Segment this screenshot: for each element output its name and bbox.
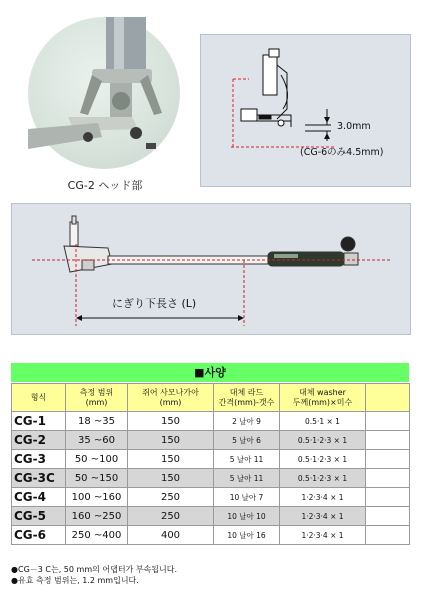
cell-washer: 0.5·1·2·3 × 1 (280, 450, 366, 469)
cell-rod: 10 날아 16 (214, 526, 280, 545)
cell-washer: 0.5·1·2·3 × 1 (280, 431, 366, 450)
spec-table (11, 383, 410, 545)
cell-blank (366, 450, 410, 469)
header-length: 쥐어 사모나가아 (mm) (128, 384, 214, 412)
cell-washer: 1·2·3·4 × 1 (280, 507, 366, 526)
gauge-head-illustration (28, 17, 180, 169)
cell-length: 250 (128, 488, 214, 507)
cell-washer: 1·2·3·4 × 1 (280, 488, 366, 507)
cell-rod: 10 날아 10 (214, 507, 280, 526)
cell-model: CG-3 (12, 450, 66, 469)
spec-header-row (12, 384, 410, 412)
cell-model: CG-2 (12, 431, 66, 450)
cell-washer: 0.5·1 × 1 (280, 412, 366, 431)
header-washer: 대체 washer 두께(mm)×미수 (280, 384, 366, 412)
cell-rod: 2 날아 9 (214, 412, 280, 431)
cell-blank (366, 507, 410, 526)
cell-length: 400 (128, 526, 214, 545)
head-cross-section-diagram (201, 35, 410, 186)
cell-washer: 1·2·3·4 × 1 (280, 526, 366, 545)
cell-range: 160 ~250 (66, 507, 128, 526)
cell-blank (366, 526, 410, 545)
header-model: 형식 (12, 384, 66, 412)
cell-blank (366, 469, 410, 488)
cell-range: 100 ~160 (66, 488, 128, 507)
cell-model: CG-3C (12, 469, 66, 488)
table-row (12, 507, 410, 526)
cell-rod: 5 날아 11 (214, 450, 280, 469)
cell-model: CG-5 (12, 507, 66, 526)
spec-note: ●유효 측정 범위는, 1.2 mm입니다. (11, 576, 139, 585)
cell-rod: 5 날아 6 (214, 431, 280, 450)
cell-model: CG-4 (12, 488, 66, 507)
cell-rod: 5 날아 11 (214, 469, 280, 488)
cell-length: 250 (128, 507, 214, 526)
cell-blank (366, 488, 410, 507)
cell-range: 50 ~100 (66, 450, 128, 469)
header-rod: 대체 라드 간격(mm)-갯수 (214, 384, 280, 412)
cell-length: 150 (128, 412, 214, 431)
cell-range: 18 ~35 (66, 412, 128, 431)
head-photo (28, 17, 180, 169)
head-diagram-panel (200, 34, 411, 187)
table-row (12, 469, 410, 488)
gauge-length-panel (11, 203, 411, 335)
table-row (12, 412, 410, 431)
cell-range: 50 ~150 (66, 469, 128, 488)
cell-washer: 0.5·1·2·3 × 1 (280, 469, 366, 488)
cell-model: CG-1 (12, 412, 66, 431)
cylinder-gauge-diagram (12, 204, 410, 334)
head-photo-panel (11, 13, 199, 194)
table-row (12, 488, 410, 507)
header-blank (366, 384, 410, 412)
cell-rod: 10 날아 7 (214, 488, 280, 507)
table-row (12, 450, 410, 469)
cell-range: 250 ~400 (66, 526, 128, 545)
photo-caption: CG-2 ヘッド部 (67, 179, 143, 192)
cg6-dimension-note: (CG-6のみ4.5mm) (300, 147, 384, 158)
spec-note: ●CG－3 C는, 50 mm의 어댑터가 부속됩니다. (11, 565, 178, 574)
cell-blank (366, 412, 410, 431)
cell-range: 35 ~60 (66, 431, 128, 450)
cell-length: 150 (128, 469, 214, 488)
table-row (12, 431, 410, 450)
spec-title: ■사양 (11, 363, 409, 382)
cell-length: 150 (128, 450, 214, 469)
dimension-label: 3.0mm (337, 121, 371, 132)
cell-length: 150 (128, 431, 214, 450)
grip-length-label: にぎり下長さ (L) (112, 297, 197, 310)
cell-blank (366, 431, 410, 450)
cell-model: CG-6 (12, 526, 66, 545)
header-range: 측정 범위 (mm) (66, 384, 128, 412)
table-row (12, 526, 410, 545)
